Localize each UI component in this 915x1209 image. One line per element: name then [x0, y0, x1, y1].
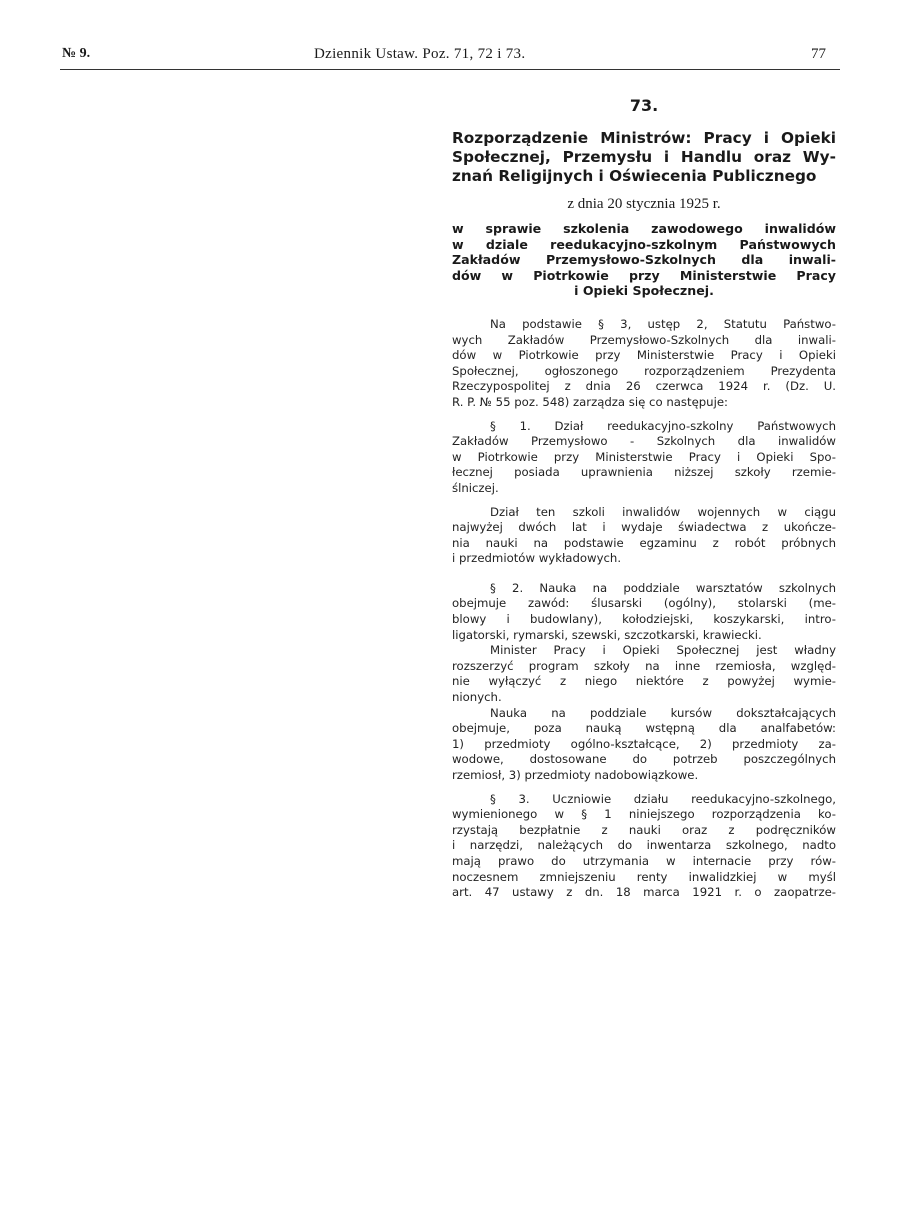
subject-line: i Opieki Społecznej.: [574, 283, 714, 299]
preamble-paragraph: [452, 317, 836, 411]
text-line: i przedmiotów wykładowych.: [452, 551, 622, 566]
text-line: Dział ten szkoli inwalidów wojennych w ciągu: [490, 504, 836, 519]
text-line: blowy i budowlany), kołodziejski, koszykarski, intro-: [452, 612, 836, 627]
text-line: § 3. Uczniowie działu reedukacyjno-szkolnego,: [490, 791, 836, 806]
issue-number: № 9.: [62, 46, 91, 61]
regulation-subject: [452, 221, 836, 299]
text-line: nia nauki na podstawie egzaminu z robót próbnych: [452, 535, 836, 550]
text-line: rzemiosł, 3) przedmioty nadobowiązkowe.: [452, 768, 699, 782]
text-line: Nauka na poddziale kursów dokształcających: [490, 705, 836, 720]
section-3-paragraph: [452, 792, 836, 901]
text-line: łecznej posiada uprawnienia niższej szkoły rzemie-: [452, 465, 836, 480]
text-line: wodowe, dostosowane do potrzeb poszczególnych: [452, 752, 836, 767]
position-number: 73.: [629, 96, 659, 115]
text-line: 1) przedmioty ogólno-kształcące, 2) przedmioty za-: [452, 736, 836, 751]
regulation-heading: [452, 129, 836, 186]
section-2-paragraph-2: [452, 643, 836, 705]
page-number: 77: [811, 46, 826, 62]
text-line: nie wyłączyć z niego niektóre z powyżej wymie-: [452, 674, 836, 689]
text-line: rozszerzyć program szkoły na inne rzemiosła, względ-: [452, 658, 836, 673]
text-line: wych Zakładów Przemysłowo-Szkolnych dla inwali-: [452, 332, 836, 347]
text-line: Zakładów Przemysłowo - Szkolnych dla inwalidów: [452, 434, 836, 449]
subject-line: Zakładów Przemysłowo-Szkolnych dla inwali-: [452, 252, 836, 268]
heading-line: Społecznej, Przemysłu i Handlu oraz Wy-: [452, 148, 836, 166]
section-1-paragraph: [452, 419, 836, 497]
text-line: Rzeczypospolitej z dnia 26 czerwca 1924 r. (Dz. U.: [452, 379, 836, 394]
text-line: noczesnem zmniejszeniu renty inwalidzkiej w myśl: [452, 869, 836, 884]
text-line: art. 47 ustawy z dn. 18 marca 1921 r. o zaopatrze-: [452, 885, 836, 900]
text-line: w Piotrkowie przy Ministerstwie Pracy i Opieki Spo-: [452, 449, 836, 464]
section-2-paragraph: [452, 581, 836, 643]
text-line: ślniczej.: [452, 480, 499, 495]
subject-line: dów w Piotrkowie przy Ministerstwie Pracy: [452, 267, 836, 283]
text-line: Społecznej, ogłoszonego rozporządzeniem Prezydenta: [452, 363, 836, 378]
text-line: R. P. № 55 poz. 548) zarządza się co następuje:: [452, 394, 728, 409]
text-line: obejmuje, poza nauką wstępną dla analfabetów:: [452, 721, 836, 736]
text-line: obejmuje zawód: ślusarski (ogólny), stolarski (me-: [452, 596, 836, 611]
text-line: mają prawo do utrzymania w internacie przy rów-: [452, 853, 836, 868]
text-line: ligatorski, rymarski, szewski, szczotkarski, krawiecki.: [452, 627, 762, 642]
regulation-date: z dnia 20 stycznia 1925 r.: [567, 196, 721, 212]
heading-line: Rozporządzenie Ministrów: Pracy i Opieki: [452, 129, 836, 147]
text-line: wymienionego w § 1 niniejszego rozporządzenia ko-: [452, 807, 836, 822]
subject-line: w dziale reedukacyjno-szkolnym Państwowych: [452, 236, 836, 252]
text-line: i narzędzi, należących do inwentarza szkolnego, nadto: [452, 838, 836, 853]
journal-title: Dziennik Ustaw. Poz. 71, 72 i 73.: [314, 46, 526, 62]
text-line: rzystają bezpłatnie z nauki oraz z podręczników: [452, 822, 836, 837]
section-2-paragraph-3: [452, 706, 836, 784]
text-line: § 1. Dział reedukacyjno-szkolny Państwowych: [490, 418, 836, 433]
subject-line: w sprawie szkolenia zawodowego inwalidów: [452, 221, 836, 236]
heading-line: znań Religijnych i Oświecenia Publicznego: [452, 167, 817, 185]
header-rule: [60, 69, 840, 70]
page-header: [62, 46, 840, 66]
text-line: nionych.: [452, 690, 502, 705]
section-1-paragraph-2: [452, 505, 836, 567]
text-line: § 2. Nauka na poddziale warsztatów szkolnych: [490, 580, 836, 595]
text-line: dów w Piotrkowie przy Ministerstwie Pracy i Opieki: [452, 348, 836, 363]
text-line: najwyżej dwóch lat i wydaje świadectwa z ukończe-: [452, 520, 836, 535]
text-line: Na podstawie § 3, ustęp 2, Statutu Państwo-: [490, 316, 836, 331]
document-column: [452, 96, 836, 909]
text-line: Minister Pracy i Opieki Społecznej jest władny: [490, 643, 836, 658]
